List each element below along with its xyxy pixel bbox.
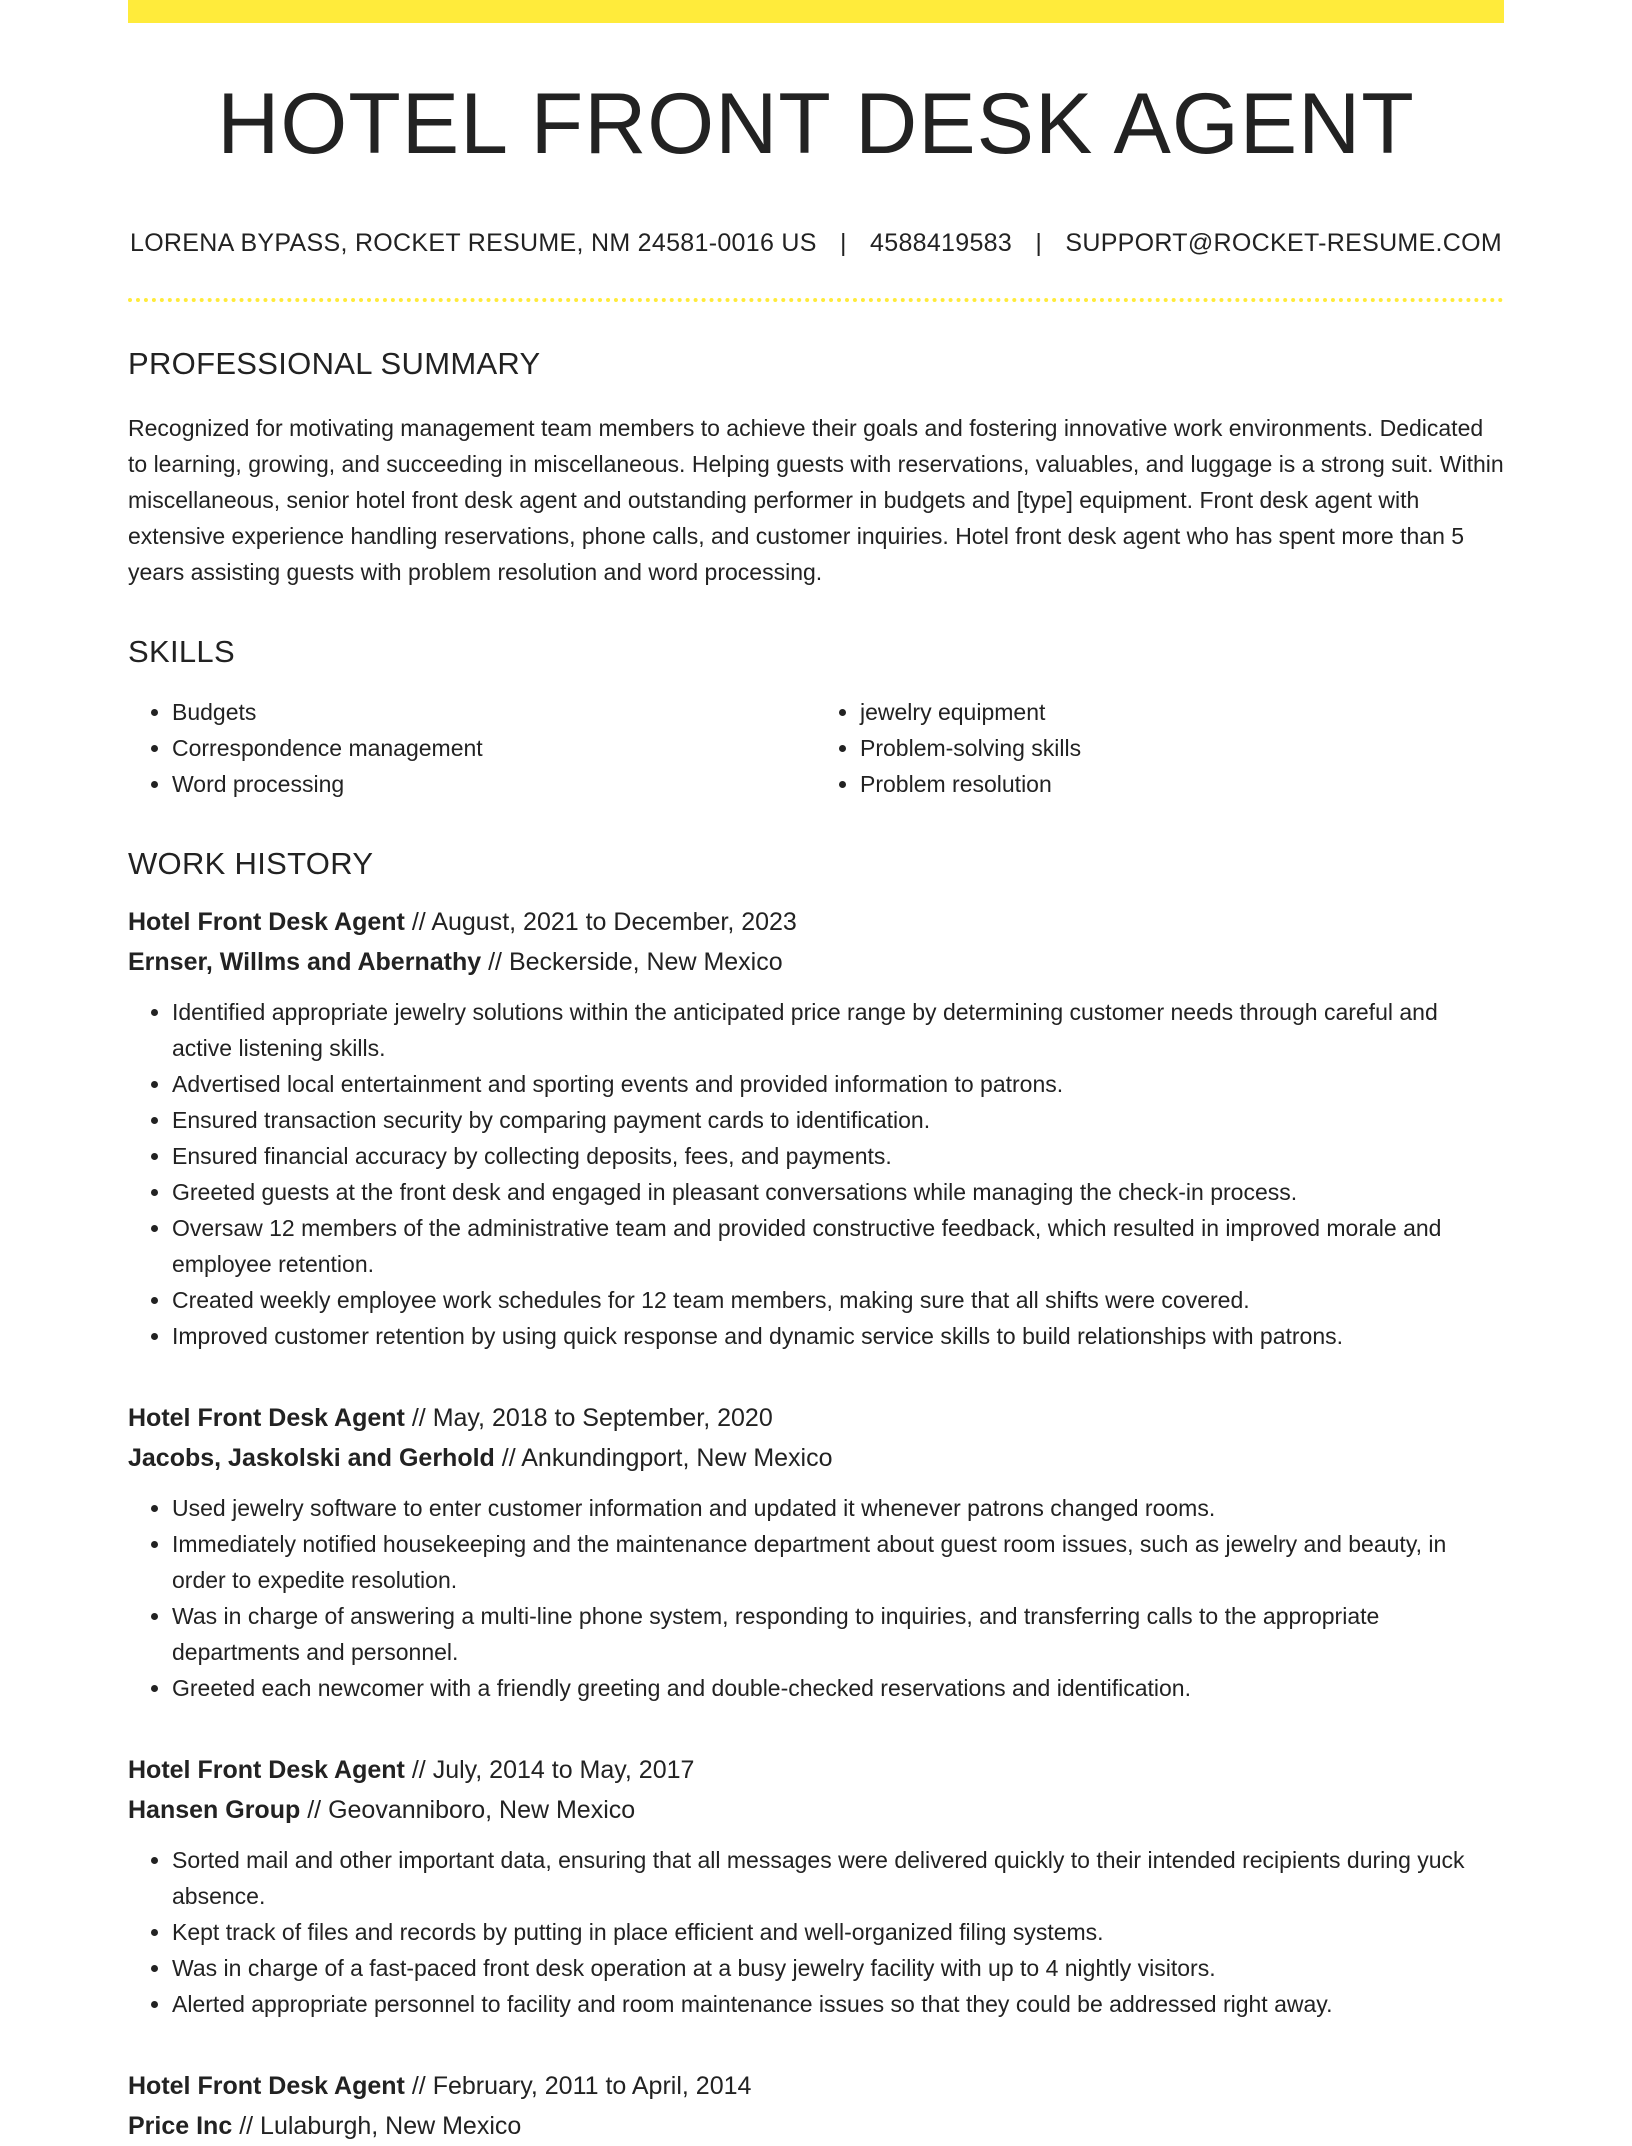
job-title-line	[128, 2066, 1504, 2106]
job-entry	[128, 902, 1504, 1354]
job-company: Hansen Group	[128, 1796, 301, 1824]
job-company-line	[128, 1790, 1504, 1830]
summary-text: Recognized for motivating management team members to achieve their goals and fostering innovative work environments. Dedicated to learning, growing, and succeeding in miscellaneous. Helping guests with reservations, valuables, and luggage is a strong suit. Within miscellaneous, senior hotel front desk agent and outstanding performer in budgets and [type] equipment. Front desk agent with extensive experience handling reservations, phone calls, and customer inquiries. Hotel front desk agent who has spent more than 5 years assisting guests with problem resolution and word processing.	[128, 415, 1504, 585]
contact-email: SUPPORT@ROCKET-RESUME.COM	[1065, 229, 1503, 257]
job-bullet: • Identified appropriate jewelry solutions within the anticipated price range by determining customer needs through careful and active listening skills.	[172, 994, 1504, 1066]
work-history-heading: WORK HISTORY	[128, 846, 374, 881]
job-bullet: • Immediately notified housekeeping and the maintenance department about guest room issues, such as jewelry and beauty, in order to expedite resolution.	[172, 1526, 1504, 1598]
resume-title: HOTEL FRONT DESK AGENT	[217, 76, 1415, 172]
job-separator: //	[411, 1756, 426, 1784]
job-bullet: • Oversaw 12 members of the administrative team and provided constructive feedback, which resulted in improved morale and employee retention.	[172, 1210, 1504, 1282]
job-bullet: • Kept track of files and records by putting in place efficient and well-organized filing systems.	[172, 1914, 1504, 1950]
job-bullets	[128, 1490, 1504, 1706]
skills-columns	[128, 694, 1504, 802]
job-separator: //	[307, 1796, 322, 1824]
job-entry	[128, 1398, 1504, 1706]
job-bullets	[128, 994, 1504, 1354]
resume-page	[128, 0, 1504, 2146]
job-bullet: • Improved customer retention by using quick response and dynamic service skills to build relationships with patrons.	[172, 1318, 1504, 1354]
contact-separator: |	[1035, 229, 1043, 257]
job-entry	[128, 1750, 1504, 2022]
job-title-line	[128, 902, 1504, 942]
job-list	[128, 902, 1504, 2146]
job-company: Jacobs, Jaskolski and Gerhold	[128, 1444, 495, 1472]
job-bullet: • Ensured transaction security by comparing payment cards to identification.	[172, 1102, 1504, 1138]
job-role: Hotel Front Desk Agent	[128, 908, 405, 936]
job-dates: May, 2018 to September, 2020	[432, 1404, 773, 1432]
job-separator: //	[501, 1444, 516, 1472]
job-company-line	[128, 942, 1504, 982]
contact-address: LORENA BYPASS, ROCKET RESUME, NM 24581-0016 US	[129, 229, 817, 257]
job-location: Ankundingport, New Mexico	[521, 1444, 833, 1472]
top-accent-bar	[128, 0, 1504, 23]
skill-item: • jewelry equipment	[860, 694, 1504, 730]
work-history-section	[128, 846, 1504, 2146]
skills-list-right	[816, 694, 1504, 802]
skills-section	[128, 634, 1504, 802]
job-dates: July, 2014 to May, 2017	[432, 1756, 695, 1784]
job-title-line	[128, 1398, 1504, 1438]
job-dates: August, 2021 to December, 2023	[431, 908, 797, 936]
job-separator: //	[411, 2072, 426, 2100]
job-role: Hotel Front Desk Agent	[128, 1404, 405, 1432]
job-separator: //	[411, 1404, 426, 1432]
summary-heading: PROFESSIONAL SUMMARY	[128, 346, 541, 381]
job-bullet: • Was in charge of a fast-paced front desk operation at a busy jewelry facility with up to 4 nightly visitors.	[172, 1950, 1504, 1986]
contact-phone: 4588419583	[870, 229, 1013, 257]
skill-item: • Budgets	[172, 694, 816, 730]
job-role: Hotel Front Desk Agent	[128, 2072, 405, 2100]
job-title-line	[128, 1750, 1504, 1790]
job-location: Geovanniboro, New Mexico	[328, 1796, 636, 1824]
job-company: Ernser, Willms and Abernathy	[128, 948, 482, 976]
skills-heading: SKILLS	[128, 634, 235, 669]
skill-item: • Problem resolution	[860, 766, 1504, 802]
skill-item: • Correspondence management	[172, 730, 816, 766]
job-bullet: • Used jewelry software to enter customer information and updated it whenever patrons changed rooms.	[172, 1490, 1504, 1526]
job-role: Hotel Front Desk Agent	[128, 1756, 405, 1784]
job-company-line	[128, 1438, 1504, 1478]
job-bullet: • Ensured financial accuracy by collecting deposits, fees, and payments.	[172, 1138, 1504, 1174]
job-company-line	[128, 2106, 1504, 2146]
job-separator: //	[239, 2112, 254, 2140]
job-bullet: • Greeted guests at the front desk and engaged in pleasant conversations while managing the check-in process.	[172, 1174, 1504, 1210]
skill-item: • Problem-solving skills	[860, 730, 1504, 766]
job-location: Lulaburgh, New Mexico	[260, 2112, 522, 2140]
job-company: Price Inc	[128, 2112, 233, 2140]
header-divider	[128, 298, 1504, 302]
skill-item: • Word processing	[172, 766, 816, 802]
job-location: Beckerside, New Mexico	[508, 948, 783, 976]
job-bullet: • Alerted appropriate personnel to facility and room maintenance issues so that they could be addressed right away.	[172, 1986, 1504, 2022]
job-bullets	[128, 1842, 1504, 2022]
summary-section	[128, 346, 1504, 590]
job-bullet: • Was in charge of answering a multi-line phone system, responding to inquiries, and transferring calls to the appropriate departments and personnel.	[172, 1598, 1504, 1670]
contact-separator: |	[839, 229, 847, 257]
job-bullet: • Created weekly employee work schedules for 12 team members, making sure that all shifts were covered.	[172, 1282, 1504, 1318]
job-bullet: • Greeted each newcomer with a friendly greeting and double-checked reservations and identification.	[172, 1670, 1504, 1706]
job-entry	[128, 2066, 1504, 2146]
job-separator: //	[411, 908, 426, 936]
skills-list-left	[128, 694, 816, 802]
job-dates: February, 2011 to April, 2014	[432, 2072, 752, 2100]
job-bullet: • Sorted mail and other important data, ensuring that all messages were delivered quickly to their intended recipients during yuck absence.	[172, 1842, 1504, 1914]
job-bullet: • Advertised local entertainment and sporting events and provided information to patrons.	[172, 1066, 1504, 1102]
job-separator: //	[488, 948, 502, 976]
contact-line	[128, 229, 1504, 258]
